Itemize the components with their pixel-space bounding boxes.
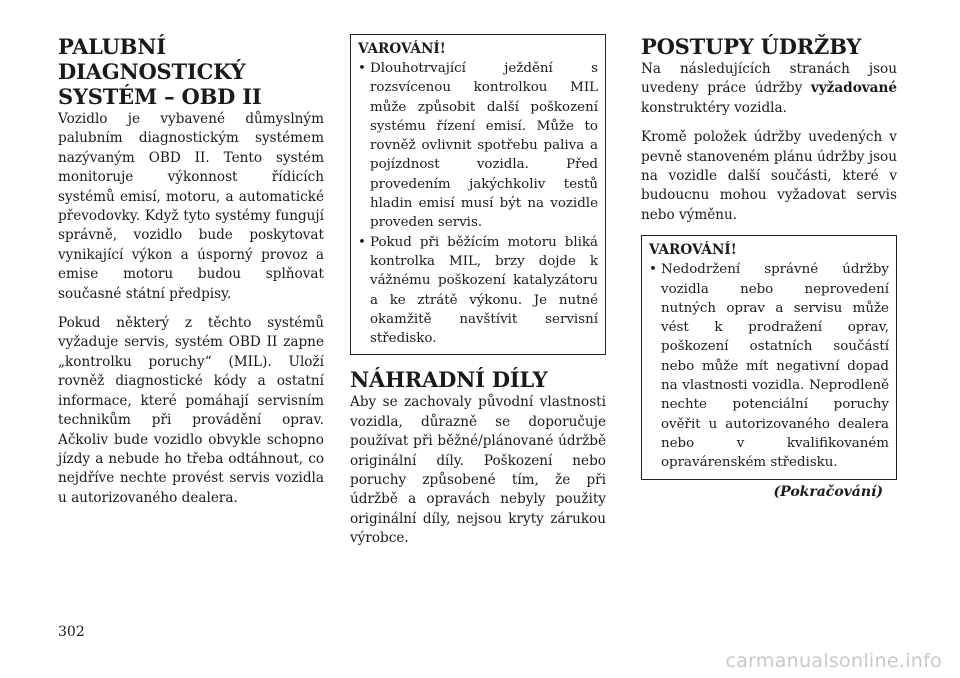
column-left bbox=[58, 34, 324, 518]
warning-item: • Nedodržení správné údržby vozidla nebo neprovedení nutných oprav a servisu může vést k prodražení oprav, poškození ostatních součástí nebo může mít negativní dopad na vlastnosti vozidla. Neprodleně nechte potenciální poruchy ověřit u autorizovaného dealera nebo v kvalifikovaném opravárenském středisku. bbox=[649, 262, 889, 471]
bullet-icon: • bbox=[358, 234, 366, 250]
warning-list bbox=[358, 59, 598, 348]
column-right bbox=[641, 34, 897, 500]
watermark-text: carmanualsonline.info bbox=[725, 650, 942, 672]
page-number: 302 bbox=[58, 624, 85, 640]
warning-box-maintenance bbox=[641, 235, 897, 479]
column-middle bbox=[350, 34, 606, 559]
warning-box-mil bbox=[350, 34, 606, 355]
bullet-icon: • bbox=[358, 61, 366, 76]
obd-paragraph-1: Vozidlo je vybavené důmyslným palubním diagnostickým systémem nazývaným OBD II. Tento systém monitoruje výkonnost řídicích systémů emisí, motoru, a automatické převodovky. Když tyto systémy fungují správně, vozidlo bude poskytovat vynikající výkon a úsporný provoz a emise motoru budou splňovat současné státní předpisy. bbox=[58, 111, 324, 302]
spare-parts-heading: NÁHRADNÍ DÍLY bbox=[350, 367, 548, 393]
obd-paragraph-2: Pokud některý z těchto systémů vyžaduje servis, systém OBD II zapne „kontrolku poruchy“ (MIL). Uloží rovněž diagnostické kódy a ostatní informace, které pomáhají servisním technikům při provádění oprav. Ačkoliv bude vozidlo obvykle schopno jízdy a nebude ho třeba odtáhnout, co nejdříve nechte provést servis vozidla u autorizovaného dealera. bbox=[58, 315, 324, 506]
maintenance-paragraph-1: Na následujících stranách jsou uvedeny práce údržby vyžadované konstruktéry vozidla. bbox=[641, 61, 897, 116]
bullet-icon: • bbox=[649, 262, 657, 278]
warning-item: • Dlouhotrvající ježdění s rozsvícenou kontrolkou MIL může způsobit další poškození systému řízení emisí. Může to rovněž ovlivnit spotřebu paliva a pojízdnost vozidla. Před provedením jakýchkoliv testů hladin emisí musí být na vozidle proveden servis. bbox=[358, 61, 598, 231]
spare-parts-paragraph: Aby se zachovaly původní vlastnosti vozidla, důrazně se doporučuje používat při běžné/plánované údržbě originální díly. Poškození nebo poruchy způsobené tím, že při údržbě a opravách nebyly použity originální díly, nejsou kryty zárukou výrobce. bbox=[350, 394, 606, 547]
maintenance-heading: POSTUPY ÚDRŽBY bbox=[641, 34, 862, 59]
obd-heading: PALUBNÍ DIAGNOSTICKÝ SYSTÉM – OBD II bbox=[58, 34, 262, 109]
emphasis-required: vyžadované bbox=[810, 80, 897, 97]
warning-title: VAROVÁNÍ! bbox=[358, 41, 446, 57]
maintenance-paragraph-2: Kromě položek údržby uvedených v pevně stanoveném plánu údržby jsou na vozidle další součásti, které v budoucnu mohou vyžadovat servis nebo výměnu. bbox=[641, 129, 897, 223]
warning-item: • Pokud při běžícím motoru bliká kontrolka MIL, brzy dojde k vážnému poškození katalyzátoru a ke ztrátě výkonu. Je nutné okamžitě navštívit servisní středisko. bbox=[358, 234, 598, 347]
warning-list bbox=[649, 260, 889, 472]
continued-label: (Pokračování) bbox=[773, 483, 883, 500]
warning-title: VAROVÁNÍ! bbox=[649, 242, 737, 259]
